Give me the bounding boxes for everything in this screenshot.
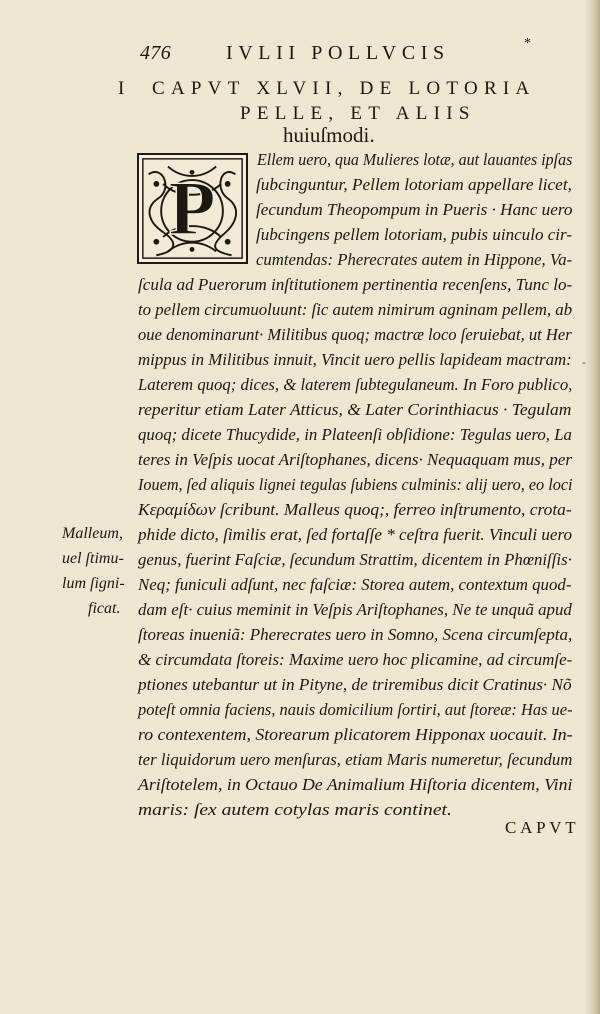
chapter-heading-line3: huiuſmodi. [283,123,375,147]
chapter-number: I [118,78,125,99]
body-line: & circumdata ſtoreis: Maxime uero hoc plicamine, ad circumſe- [138,650,573,669]
body-line: genus, fuerint Faſciæ, ſecundum Strattim, dicentem in Phœniſſis· [138,550,572,569]
body-line: ſecundum Theopompum in Pueris · Hanc uero [256,200,573,219]
body-line: cumtendas: Pherecrates autem in Hippone, Va- [256,250,573,269]
running-title: IVLII POLLVCIS [226,42,450,64]
body-line: Κεραμίδων ſcribunt. Malleus quoq;, ferreo inſtrumento, crota- [138,500,572,519]
body-line: poteſt omnia faciens, nauis domicilium ſortiri, aut ſtoreæ: Has ue- [138,700,573,719]
body-line: ptiones utebantur ut in Pityne, de triremibus dicit Cratinus· Nõ [138,675,572,694]
body-line: ſubcingens pellem lotoriam, pubis uinculo cir- [256,225,573,244]
body-line: ſcula ad Puerorum inſtitutionem pertinentia recenſens, Tunc lo- [138,275,573,294]
body-line: Iouem, ſed aliquis lignei tegulas ſubiens culminis: alij uero, eo loci [138,475,573,494]
catchword: CAPVT [505,818,580,837]
body-line: ter liquidorum uero menſuras, etiam Maris numeretur, ſecundum [138,750,573,769]
body-line: teres in Veſpis uocat Ariſtophanes, dicens· Nequaquam mus, per [138,450,572,469]
body-line: ro contexentem, Storearum plicatorem Hipponax uocauit. In- [138,725,573,744]
page-edge [584,0,600,1014]
running-head [140,36,540,70]
body-line: oue denominarunt· Militibus quoq; mactræ loco ſeruiebat, ut Her [138,325,572,344]
body-line: reperitur etiam Later Atticus, & Later Corinthiacus · Tegulam [138,400,572,419]
margin-note: Malleum, [62,525,123,542]
bleed-mark: - [582,355,586,369]
decorated-initial [137,153,248,264]
page-number: 476 [140,42,172,64]
body-line: Laterem quoq; dices, & laterem ſubtegulaneum. In Foro publico, [138,375,573,394]
body-line: dam eſt· cuius meminit in Veſpis Ariſtophanes, Ne te unquã apud [138,600,572,619]
body-line: mippus in Militibus innuit, Vincit uero pellis lapideam mactram: [138,350,572,369]
body-line: Ariſtotelem, in Octauo De Animalium Hiſtoria dicentem, Vini [138,775,573,794]
body-line: maris: ſex autem cotylas maris continet. [138,800,452,819]
body-line: Neq; funiculi adſunt, nec faſciæ: Storea autem, contextum quod- [138,575,572,594]
margin-note: lum ſigni- [62,575,125,592]
body-line: to pellem circumuoluunt: ſic autem nimirum agninam pellem, ab [138,300,573,319]
running-head-mark: * [524,36,531,51]
initial-ornament-icon [139,155,246,262]
drop-cap-letter: P [168,165,216,252]
body-line: quoq; dicete Thucydide, in Plateenſi obſidione: Tegulas uero, La [138,425,572,444]
body-line: ſubcinguntur, Pellem lotoriam appellare licet, [256,175,572,194]
body-line: Ellem uero, qua Mulieres lotæ, aut lauantes ipſas [257,150,573,169]
chapter-heading-line1: CAPVT XLVII, DE LOTORIA [152,78,536,99]
chapter-heading-line2: PELLE, ET ALIIS [240,103,476,124]
margin-note: uel ſtimu- [62,550,124,567]
body-line: phide dicto, ſimilis erat, ſed fortaſſe * ceſtra fuerit. Vinculi uero [138,525,573,544]
body-line: ſtoreas inueniã: Pherecrates uero in Somno, Scena circumſepta, [138,625,573,644]
margin-note: ficat. [88,600,121,617]
